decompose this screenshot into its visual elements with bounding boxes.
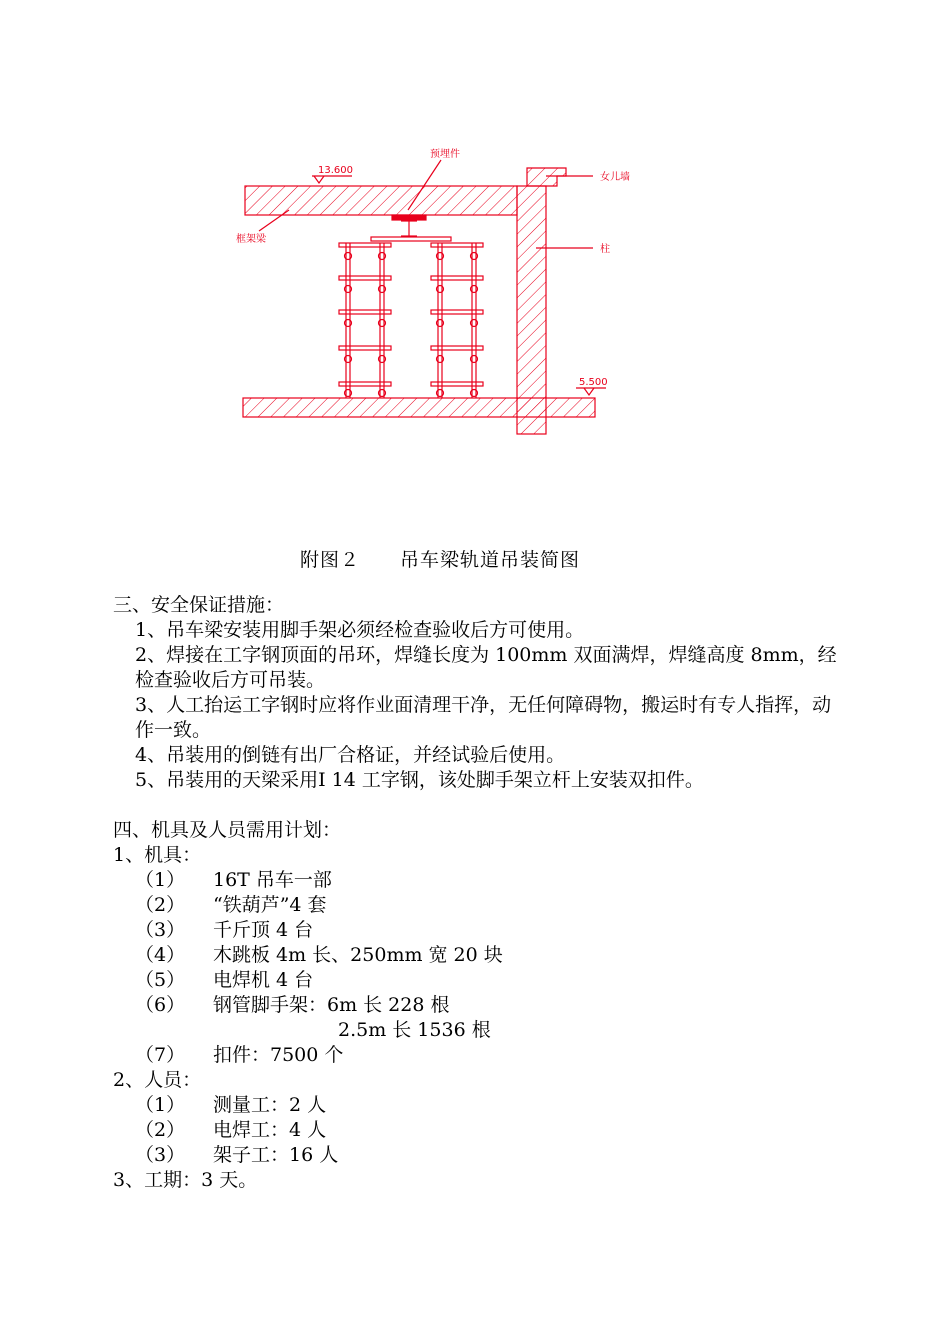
figure-caption bbox=[0, 545, 880, 572]
safety-item-3: 3、人工抬运工字钢时应将作业面清理干净，无任何障碍物，搬运时有专人指挥，动作一致。 bbox=[135, 694, 832, 741]
figure-number: 附图２ bbox=[299, 549, 360, 571]
safety-item-2: 2、焊接在工字钢顶面的吊环，焊缝长度为 100mm 双面满焊，焊缝高度 8mm，经检查验收后方可吊装。 bbox=[135, 644, 837, 691]
elevation-top-label: 13.600 bbox=[318, 165, 353, 176]
parapet-wall bbox=[527, 168, 566, 186]
right-scaffold bbox=[431, 243, 483, 398]
elevation-bottom-label: 5.500 bbox=[579, 377, 608, 388]
hoisting-beam bbox=[371, 237, 451, 241]
embedded-part-label: 预埋件 bbox=[430, 149, 460, 160]
column-label: 柱 bbox=[600, 244, 610, 255]
tool-item: （3） 千斤顶 4 台 bbox=[135, 919, 314, 941]
tool-item: （1） 16T 吊车一部 bbox=[135, 869, 332, 891]
tool-item: （6） 钢管脚手架：6m 长 228 根 bbox=[135, 994, 450, 1016]
duration: 3、工期：3 天。 bbox=[113, 1169, 258, 1191]
document-body bbox=[113, 593, 843, 1193]
tool-item-continuation: 2.5m 长 1536 根 bbox=[338, 1019, 491, 1041]
safety-item-4: 4、吊装用的倒链有出厂合格证，并经试验后使用。 bbox=[135, 744, 566, 766]
tool-item: （2） “铁葫芦”4 套 bbox=[135, 894, 327, 916]
crane-beam-hoisting-diagram bbox=[0, 0, 950, 460]
staff-item: （3） 架子工：16 人 bbox=[135, 1144, 339, 1166]
tool-item: （7） 扣件：7500 个 bbox=[135, 1044, 344, 1066]
column bbox=[517, 186, 546, 434]
safety-item-1: 1、吊车梁安装用脚手架必须经检查验收后方可使用。 bbox=[135, 619, 585, 641]
tool-item: （5） 电焊机 4 台 bbox=[135, 969, 314, 991]
tool-item: （4） 木跳板 4m 长、250mm 宽 20 块 bbox=[135, 944, 503, 966]
safety-item-5: 5、吊装用的天梁采用Ⅰ 14 工字钢，该处脚手架立杆上安装双扣件。 bbox=[135, 769, 704, 791]
floor-slab bbox=[243, 398, 595, 417]
section4-heading: 四、机具及人员需用计划： bbox=[113, 819, 342, 841]
staff-item: （1） 测量工：2 人 bbox=[135, 1094, 327, 1116]
figure-title: 吊车梁轨道吊装简图 bbox=[400, 549, 581, 571]
tools-heading: 1、机具： bbox=[113, 844, 202, 866]
frame-beam-label: 框架梁 bbox=[236, 234, 266, 245]
section3-heading: 三、安全保证措施： bbox=[113, 594, 285, 616]
left-scaffold bbox=[339, 243, 391, 398]
frame-beam bbox=[245, 186, 517, 215]
staff-item: （2） 电焊工：4 人 bbox=[135, 1119, 327, 1141]
staff-heading: 2、人员： bbox=[113, 1069, 202, 1091]
embedded-plate bbox=[392, 215, 426, 220]
parapet-label: 女儿墙 bbox=[600, 172, 630, 183]
